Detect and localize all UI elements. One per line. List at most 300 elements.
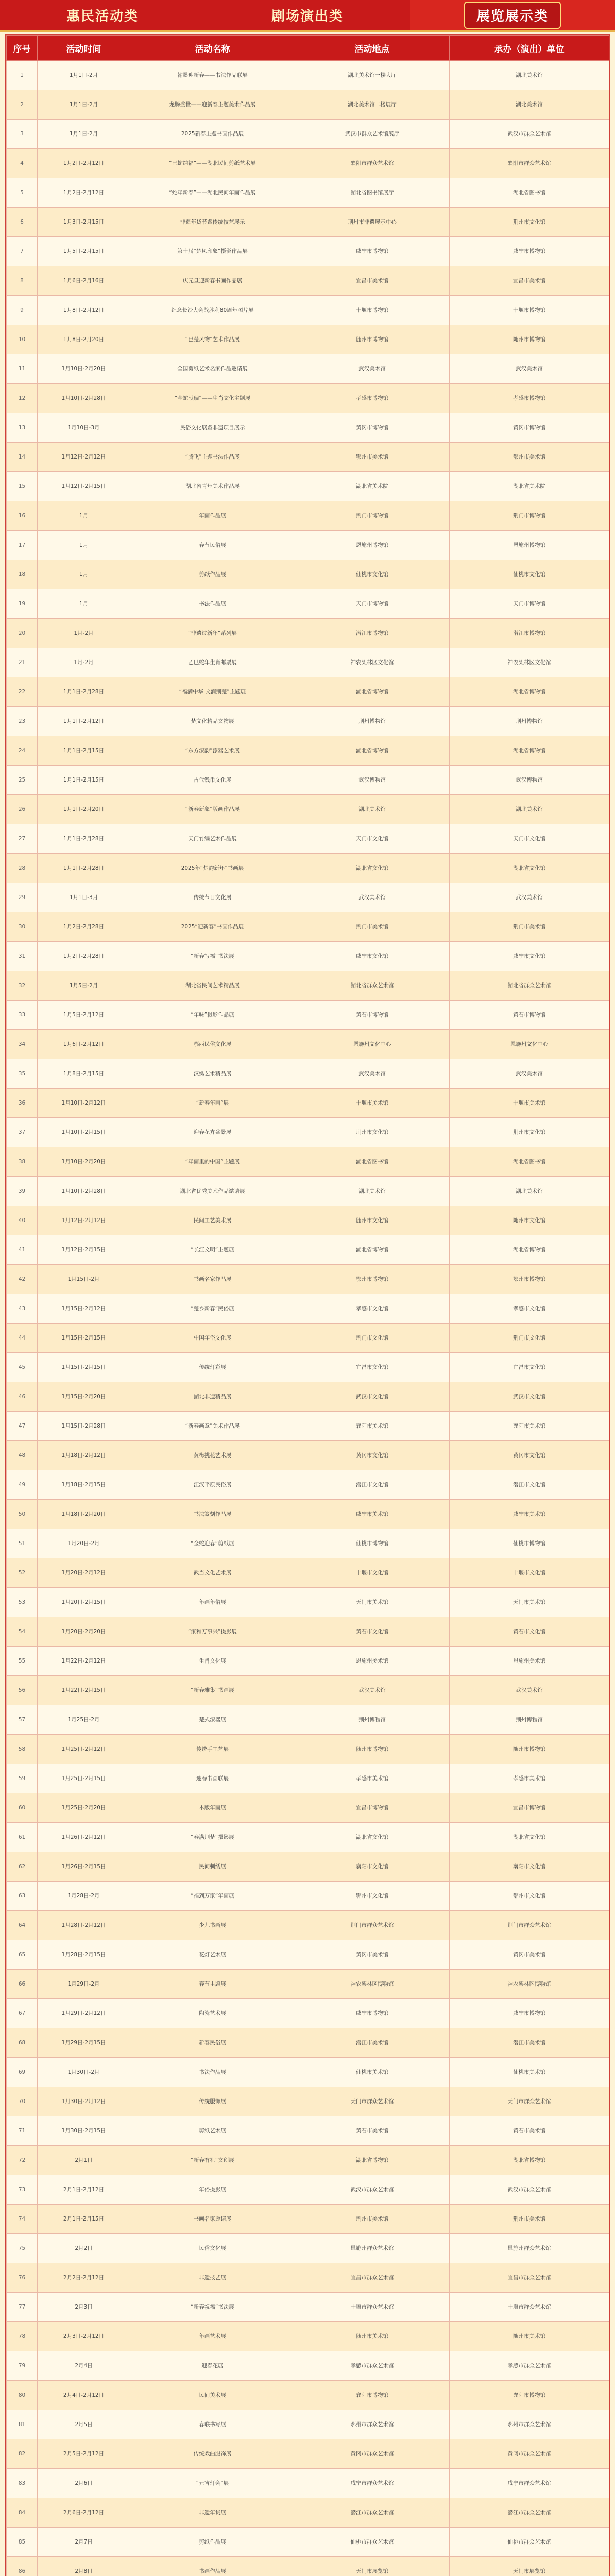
- cell-time: 1月15日-2月28日: [38, 1412, 130, 1441]
- cell-location: 仙桃市博物馆: [295, 1529, 450, 1558]
- cell-time: 1月25日-2月20日: [38, 1793, 130, 1823]
- table-row: [7, 2351, 609, 2381]
- cell-location: 湖北省文化馆: [295, 854, 450, 883]
- cell-index: 4: [7, 149, 38, 178]
- cell-location: 荆门市文化馆: [295, 1324, 450, 1353]
- cell-name: 民俗文化展暨非遗项目展示: [130, 413, 295, 443]
- cell-index: 81: [7, 2410, 38, 2439]
- cell-index: 82: [7, 2439, 38, 2469]
- cell-name: “巴楚风物”艺术作品展: [130, 325, 295, 354]
- cell-name: “金蛇献瑞”——生肖文化主题展: [130, 384, 295, 413]
- cell-organizer: 恩施州博物馆: [450, 531, 609, 560]
- tab-benefit-activities[interactable]: [0, 0, 205, 30]
- cell-location: 宜昌市群众艺术馆: [295, 2263, 450, 2293]
- cell-time: 1月1日-2月: [38, 61, 130, 90]
- table-row: [7, 120, 609, 149]
- cell-name: 书画作品展: [130, 2557, 295, 2576]
- table-row: [7, 1735, 609, 1764]
- cell-time: 2月8日: [38, 2557, 130, 2576]
- table-row: [7, 1852, 609, 1882]
- cell-name: “元宵灯会”展: [130, 2469, 295, 2498]
- cell-time: 2月4日-2月12日: [38, 2381, 130, 2410]
- cell-index: 64: [7, 1911, 38, 1940]
- cell-index: 86: [7, 2557, 38, 2576]
- cell-time: 2月6日: [38, 2469, 130, 2498]
- table-row: [7, 648, 609, 677]
- cell-index: 84: [7, 2498, 38, 2528]
- cell-name: “新春年画”展: [130, 1089, 295, 1118]
- cell-name: 民间刺绣展: [130, 1852, 295, 1882]
- cell-name: “新春写福”书法展: [130, 942, 295, 971]
- cell-name: 春节民俗展: [130, 531, 295, 560]
- cell-index: 37: [7, 1118, 38, 1147]
- table-row: [7, 971, 609, 1001]
- cell-location: 黄石市博物馆: [295, 1001, 450, 1030]
- cell-name: “新春祝福”书法展: [130, 2293, 295, 2322]
- cell-name: 民间美术展: [130, 2381, 295, 2410]
- cell-index: 33: [7, 1001, 38, 1030]
- cell-name: 楚式漆器展: [130, 1705, 295, 1735]
- table-row: [7, 766, 609, 795]
- cell-organizer: 恩施州美术馆: [450, 1647, 609, 1676]
- table-row: [7, 1558, 609, 1588]
- table-row: [7, 296, 609, 325]
- table-row: [7, 1470, 609, 1500]
- cell-location: 黄冈市美术馆: [295, 1940, 450, 1970]
- cell-index: 11: [7, 354, 38, 384]
- cell-time: 1月29日-2月15日: [38, 2028, 130, 2058]
- table-row: [7, 1588, 609, 1617]
- cell-location: 湖北美术馆: [295, 1177, 450, 1206]
- cell-location: 宜昌市博物馆: [295, 1793, 450, 1823]
- cell-index: 78: [7, 2322, 38, 2351]
- cell-location: 湖北省博物馆: [295, 1235, 450, 1265]
- table-row: [7, 2087, 609, 2116]
- cell-name: “楚乡新春”民俗展: [130, 1294, 295, 1324]
- cell-organizer: 湖北省美术院: [450, 472, 609, 501]
- cell-organizer: 荆州市文化馆: [450, 208, 609, 237]
- cell-time: 1月-2月: [38, 619, 130, 648]
- cell-time: 1月: [38, 531, 130, 560]
- cell-organizer: 湖北省博物馆: [450, 1235, 609, 1265]
- cell-name: 民间工艺美术展: [130, 1206, 295, 1235]
- cell-name: 传统节日文化展: [130, 883, 295, 912]
- cell-index: 1: [7, 61, 38, 90]
- cell-index: 52: [7, 1558, 38, 1588]
- cell-location: 武汉美术馆: [295, 1059, 450, 1089]
- cell-location: 恩施州文化中心: [295, 1030, 450, 1059]
- cell-organizer: 咸宁市群众艺术馆: [450, 2469, 609, 2498]
- cell-organizer: 孝感市美术馆: [450, 1764, 609, 1793]
- cell-index: 32: [7, 971, 38, 1001]
- cell-location: 仙桃市群众艺术馆: [295, 2528, 450, 2557]
- cell-location: 荆州市文化馆: [295, 1118, 450, 1147]
- cell-index: 77: [7, 2293, 38, 2322]
- cell-location: 襄阳市博物馆: [295, 2381, 450, 2410]
- table-row: [7, 1177, 609, 1206]
- cell-location: 仙桃市文化馆: [295, 560, 450, 589]
- cell-location: 随州市博物馆: [295, 1735, 450, 1764]
- cell-time: 1月25日-2月12日: [38, 1735, 130, 1764]
- cell-location: 孝感市博物馆: [295, 384, 450, 413]
- cell-index: 59: [7, 1764, 38, 1793]
- cell-organizer: 湖北美术馆: [450, 795, 609, 824]
- cell-organizer: 荆门市美术馆: [450, 912, 609, 942]
- cell-name: 非遗年货展: [130, 2498, 295, 2528]
- cell-time: 1月6日-2月16日: [38, 266, 130, 296]
- cell-location: 湖北省美术院: [295, 472, 450, 501]
- cell-location: 武汉市文化馆: [295, 1382, 450, 1412]
- table-row: [7, 1118, 609, 1147]
- table-row: [7, 1970, 609, 1999]
- cell-index: 7: [7, 237, 38, 266]
- cell-name: 汉绣艺术精品展: [130, 1059, 295, 1089]
- table-row: [7, 266, 609, 296]
- cell-organizer: 咸宁市美术馆: [450, 1500, 609, 1529]
- cell-organizer: 荆门市群众艺术馆: [450, 1911, 609, 1940]
- cell-name: “长江文明”主题展: [130, 1235, 295, 1265]
- cell-index: 3: [7, 120, 38, 149]
- cell-name: 木版年画展: [130, 1793, 295, 1823]
- table-row: [7, 1382, 609, 1412]
- table-row: [7, 90, 609, 120]
- cell-name: 传统戏曲服饰展: [130, 2439, 295, 2469]
- cell-organizer: 湖北省博物馆: [450, 2146, 609, 2175]
- cell-location: 孝感市群众艺术馆: [295, 2351, 450, 2381]
- cell-organizer: 武汉市群众艺术馆: [450, 2175, 609, 2205]
- cell-time: 1月-2月: [38, 648, 130, 677]
- cell-index: 45: [7, 1353, 38, 1382]
- cell-time: 1月1日-2月15日: [38, 736, 130, 766]
- cell-location: 荆州市美术馆: [295, 2205, 450, 2234]
- cell-location: 武汉博物馆: [295, 766, 450, 795]
- cell-location: 十堰市群众艺术馆: [295, 2293, 450, 2322]
- table-row: [7, 736, 609, 766]
- table-row: [7, 2116, 609, 2146]
- cell-organizer: 武汉美术馆: [450, 1059, 609, 1089]
- cell-time: 1月6日-2月12日: [38, 1030, 130, 1059]
- cell-name: 年画年俗展: [130, 1588, 295, 1617]
- cell-location: 湖北美术馆: [295, 795, 450, 824]
- table-row: [7, 1705, 609, 1735]
- cell-time: 1月26日-2月15日: [38, 1852, 130, 1882]
- table-row: [7, 237, 609, 266]
- cell-name: 古代钱币文化展: [130, 766, 295, 795]
- cell-index: 31: [7, 942, 38, 971]
- cell-time: 1月18日-2月15日: [38, 1470, 130, 1500]
- cell-name: 迎春书画联展: [130, 1764, 295, 1793]
- cell-time: 1月30日-2月15日: [38, 2116, 130, 2146]
- table-row: [7, 2381, 609, 2410]
- cell-time: 1月28日-2月: [38, 1882, 130, 1911]
- cell-time: 1月28日-2月12日: [38, 1911, 130, 1940]
- table-row: [7, 2528, 609, 2557]
- cell-index: 53: [7, 1588, 38, 1617]
- cell-organizer: 仙桃市博物馆: [450, 1529, 609, 1558]
- table-row: [7, 178, 609, 208]
- cell-organizer: 黄冈市文化馆: [450, 1441, 609, 1470]
- cell-index: 15: [7, 472, 38, 501]
- cell-index: 79: [7, 2351, 38, 2381]
- cell-time: 1月25日-2月: [38, 1705, 130, 1735]
- cell-location: 黄石市美术馆: [295, 2116, 450, 2146]
- cell-time: 1月10日-2月20日: [38, 1147, 130, 1177]
- cell-location: 恩施州群众艺术馆: [295, 2234, 450, 2263]
- table-row: [7, 2146, 609, 2175]
- cell-index: 26: [7, 795, 38, 824]
- cell-location: 湖北省博物馆: [295, 736, 450, 766]
- cell-index: 55: [7, 1647, 38, 1676]
- cell-location: 天门市美术馆: [295, 1588, 450, 1617]
- table-row: [7, 2293, 609, 2322]
- cell-time: 2月7日: [38, 2528, 130, 2557]
- table-row: [7, 795, 609, 824]
- cell-name: 少儿书画展: [130, 1911, 295, 1940]
- cell-organizer: 孝感市博物馆: [450, 384, 609, 413]
- cell-index: 39: [7, 1177, 38, 1206]
- cell-name: 花灯艺术展: [130, 1940, 295, 1970]
- cell-organizer: 天门市文化馆: [450, 824, 609, 854]
- cell-name: “家和万事兴”摄影展: [130, 1617, 295, 1647]
- table-row: [7, 1059, 609, 1089]
- cell-time: 1月15日-2月20日: [38, 1382, 130, 1412]
- cell-index: 14: [7, 443, 38, 472]
- cell-name: 剪纸艺术展: [130, 2116, 295, 2146]
- cell-time: 1月3日-2月15日: [38, 208, 130, 237]
- cell-location: 咸宁市群众艺术馆: [295, 2469, 450, 2498]
- cell-time: 1月18日-2月20日: [38, 1500, 130, 1529]
- table-row: [7, 1617, 609, 1647]
- cell-time: 1月10日-3月: [38, 413, 130, 443]
- cell-location: 孝感市美术馆: [295, 1764, 450, 1793]
- cell-location: 湖北省图书馆展厅: [295, 178, 450, 208]
- table-row: [7, 413, 609, 443]
- table-row: [7, 912, 609, 942]
- cell-location: 鄂州市博物馆: [295, 1265, 450, 1294]
- tab-label: 剧场演出类: [271, 8, 344, 24]
- cell-index: 34: [7, 1030, 38, 1059]
- cell-time: 1月5日-2月12日: [38, 1001, 130, 1030]
- cell-organizer: 鄂州市美术馆: [450, 443, 609, 472]
- table-row: [7, 2205, 609, 2234]
- cell-name: 第十届“楚风印象”摄影作品展: [130, 237, 295, 266]
- cell-location: 天门市展览馆: [295, 2557, 450, 2576]
- cell-location: 武汉美术馆: [295, 883, 450, 912]
- cell-organizer: 武汉市群众艺术馆: [450, 120, 609, 149]
- table-row: [7, 942, 609, 971]
- cell-name: “腾飞”主题书法作品展: [130, 443, 295, 472]
- cell-name: 非遗年货节暨传统技艺展示: [130, 208, 295, 237]
- table-row: [7, 1235, 609, 1265]
- cell-location: 襄阳市美术馆: [295, 1412, 450, 1441]
- cell-time: 2月5日-2月12日: [38, 2439, 130, 2469]
- cell-time: 1月5日-2月15日: [38, 237, 130, 266]
- cell-organizer: 潜江市群众艺术馆: [450, 2498, 609, 2528]
- cell-location: 恩施州美术馆: [295, 1647, 450, 1676]
- table-row: [7, 1999, 609, 2028]
- table-row: [7, 1294, 609, 1324]
- cell-time: 1月30日-2月12日: [38, 2087, 130, 2116]
- cell-index: 49: [7, 1470, 38, 1500]
- cell-index: 44: [7, 1324, 38, 1353]
- table-row: [7, 2557, 609, 2576]
- cell-name: “东方漆韵”漆器艺术展: [130, 736, 295, 766]
- cell-name: 陶瓷艺术展: [130, 1999, 295, 2028]
- table-row: [7, 325, 609, 354]
- cell-name: 2025“迎新春”书画作品展: [130, 912, 295, 942]
- cell-time: 1月15日-2月12日: [38, 1294, 130, 1324]
- cell-organizer: 咸宁市文化馆: [450, 942, 609, 971]
- cell-organizer: 黄石市博物馆: [450, 1001, 609, 1030]
- cell-location: 湖北省图书馆: [295, 1147, 450, 1177]
- cell-time: 1月8日-2月20日: [38, 325, 130, 354]
- cell-organizer: 武汉美术馆: [450, 883, 609, 912]
- cell-location: 武汉市群众艺术馆展厅: [295, 120, 450, 149]
- cell-organizer: 孝感市群众艺术馆: [450, 2351, 609, 2381]
- cell-index: 18: [7, 560, 38, 589]
- cell-name: 2025年“楚韵新年”书画展: [130, 854, 295, 883]
- cell-time: 1月1日-2月28日: [38, 854, 130, 883]
- table-row: [7, 883, 609, 912]
- cell-name: 春节主题展: [130, 1970, 295, 1999]
- cell-index: 21: [7, 648, 38, 677]
- cell-organizer: 荆州博物馆: [450, 1705, 609, 1735]
- cell-name: 生肖文化展: [130, 1647, 295, 1676]
- cell-location: 襄阳市文化馆: [295, 1852, 450, 1882]
- cell-time: 1月10日-2月15日: [38, 1118, 130, 1147]
- cell-name: “福满中华 文润荆楚”主题展: [130, 677, 295, 707]
- cell-organizer: 仙桃市群众艺术馆: [450, 2528, 609, 2557]
- cell-organizer: 黄石市文化馆: [450, 1617, 609, 1647]
- cell-organizer: 随州市美术馆: [450, 2322, 609, 2351]
- cell-organizer: 天门市美术馆: [450, 1588, 609, 1617]
- table-row: [7, 1764, 609, 1793]
- cell-organizer: 咸宁市博物馆: [450, 237, 609, 266]
- cell-name: “新春新象”版画作品展: [130, 795, 295, 824]
- cell-location: 神农架林区博物馆: [295, 1970, 450, 1999]
- cell-name: 迎春花卉盆景展: [130, 1118, 295, 1147]
- cell-index: 69: [7, 2058, 38, 2087]
- tab-exhibitions[interactable]: [410, 0, 615, 30]
- cell-name: 湖北省优秀美术作品邀请展: [130, 1177, 295, 1206]
- cell-time: 1月28日-2月15日: [38, 1940, 130, 1970]
- cell-index: 63: [7, 1882, 38, 1911]
- cell-time: 1月20日-2月: [38, 1529, 130, 1558]
- table-row: [7, 531, 609, 560]
- exhibition-table-container: [5, 34, 610, 2576]
- cell-location: 荆门市美术馆: [295, 912, 450, 942]
- cell-location: 咸宁市文化馆: [295, 942, 450, 971]
- table-header-row: [7, 36, 609, 61]
- cell-location: 宜昌市美术馆: [295, 266, 450, 296]
- table-row: [7, 2234, 609, 2263]
- table-row: [7, 384, 609, 413]
- cell-name: “新春画意”美术作品展: [130, 1412, 295, 1441]
- cell-name: “新春有礼”文创展: [130, 2146, 295, 2175]
- cell-organizer: 鄂州市文化馆: [450, 1882, 609, 1911]
- cell-location: 十堰市文化馆: [295, 1558, 450, 1588]
- cell-name: 新春民俗展: [130, 2028, 295, 2058]
- cell-name: 江汉平原民俗展: [130, 1470, 295, 1500]
- cell-organizer: 黄冈市群众艺术馆: [450, 2439, 609, 2469]
- cell-index: 75: [7, 2234, 38, 2263]
- cell-time: 1月2日-2月12日: [38, 149, 130, 178]
- cell-organizer: 宜昌市美术馆: [450, 266, 609, 296]
- cell-location: 宜昌市文化馆: [295, 1353, 450, 1382]
- cell-time: 1月1日-2月12日: [38, 707, 130, 736]
- cell-organizer: 宜昌市博物馆: [450, 1793, 609, 1823]
- cell-index: 48: [7, 1441, 38, 1470]
- cell-name: 书法作品展: [130, 2058, 295, 2087]
- cell-location: 仙桃市美术馆: [295, 2058, 450, 2087]
- cell-organizer: 鄂州市博物馆: [450, 1265, 609, 1294]
- cell-index: 71: [7, 2116, 38, 2146]
- cell-location: 湖北美术馆一楼大厅: [295, 61, 450, 90]
- cell-index: 65: [7, 1940, 38, 1970]
- cell-time: 1月12日-2月15日: [38, 472, 130, 501]
- cell-name: 鄂西民俗文化展: [130, 1030, 295, 1059]
- cell-organizer: 宜昌市群众艺术馆: [450, 2263, 609, 2293]
- cell-name: 庆元旦迎新春书画作品展: [130, 266, 295, 296]
- cell-time: 1月29日-2月12日: [38, 1999, 130, 2028]
- cell-index: 70: [7, 2087, 38, 2116]
- cell-time: 1月8日-2月15日: [38, 1059, 130, 1089]
- cell-time: 1月22日-2月12日: [38, 1647, 130, 1676]
- cell-organizer: 天门市展览馆: [450, 2557, 609, 2576]
- cell-location: 随州市文化馆: [295, 1206, 450, 1235]
- table-row: [7, 2439, 609, 2469]
- cell-location: 武汉美术馆: [295, 354, 450, 384]
- cell-location: 十堰市美术馆: [295, 1089, 450, 1118]
- cell-organizer: 恩施州文化中心: [450, 1030, 609, 1059]
- table-row: [7, 208, 609, 237]
- cell-time: 1月30日-2月: [38, 2058, 130, 2087]
- table-row: [7, 2498, 609, 2528]
- table-row: [7, 560, 609, 589]
- cell-index: 40: [7, 1206, 38, 1235]
- table-row: [7, 2469, 609, 2498]
- cell-location: 天门市群众艺术馆: [295, 2087, 450, 2116]
- cell-name: 年画艺术展: [130, 2322, 295, 2351]
- table-row: [7, 472, 609, 501]
- cell-organizer: 荆州市美术馆: [450, 2205, 609, 2234]
- cell-time: 1月10日-2月12日: [38, 1089, 130, 1118]
- cell-name: 天门竹编艺术作品展: [130, 824, 295, 854]
- table-row: [7, 1265, 609, 1294]
- cell-location: 潜江市美术馆: [295, 2028, 450, 2058]
- tab-theater-performances[interactable]: [205, 0, 410, 30]
- cell-time: 2月3日: [38, 2293, 130, 2322]
- cell-time: 1月2日-2月28日: [38, 942, 130, 971]
- cell-organizer: 孝感市文化馆: [450, 1294, 609, 1324]
- table-row: [7, 1353, 609, 1382]
- cell-index: 2: [7, 90, 38, 120]
- cell-index: 43: [7, 1294, 38, 1324]
- cell-time: 2月2日-2月12日: [38, 2263, 130, 2293]
- cell-name: 湖北省民间艺术精品展: [130, 971, 295, 1001]
- cell-location: 湖北省群众艺术馆: [295, 971, 450, 1001]
- cell-index: 67: [7, 1999, 38, 2028]
- table-row: [7, 2263, 609, 2293]
- cell-time: 1月1日-2月20日: [38, 795, 130, 824]
- cell-time: 1月20日-2月20日: [38, 1617, 130, 1647]
- cell-organizer: 襄阳市美术馆: [450, 1412, 609, 1441]
- cell-name: “年味”摄影作品展: [130, 1001, 295, 1030]
- table-row: [7, 1324, 609, 1353]
- cell-index: 66: [7, 1970, 38, 1999]
- cell-organizer: 湖北省文化馆: [450, 854, 609, 883]
- cell-organizer: 武汉美术馆: [450, 1676, 609, 1705]
